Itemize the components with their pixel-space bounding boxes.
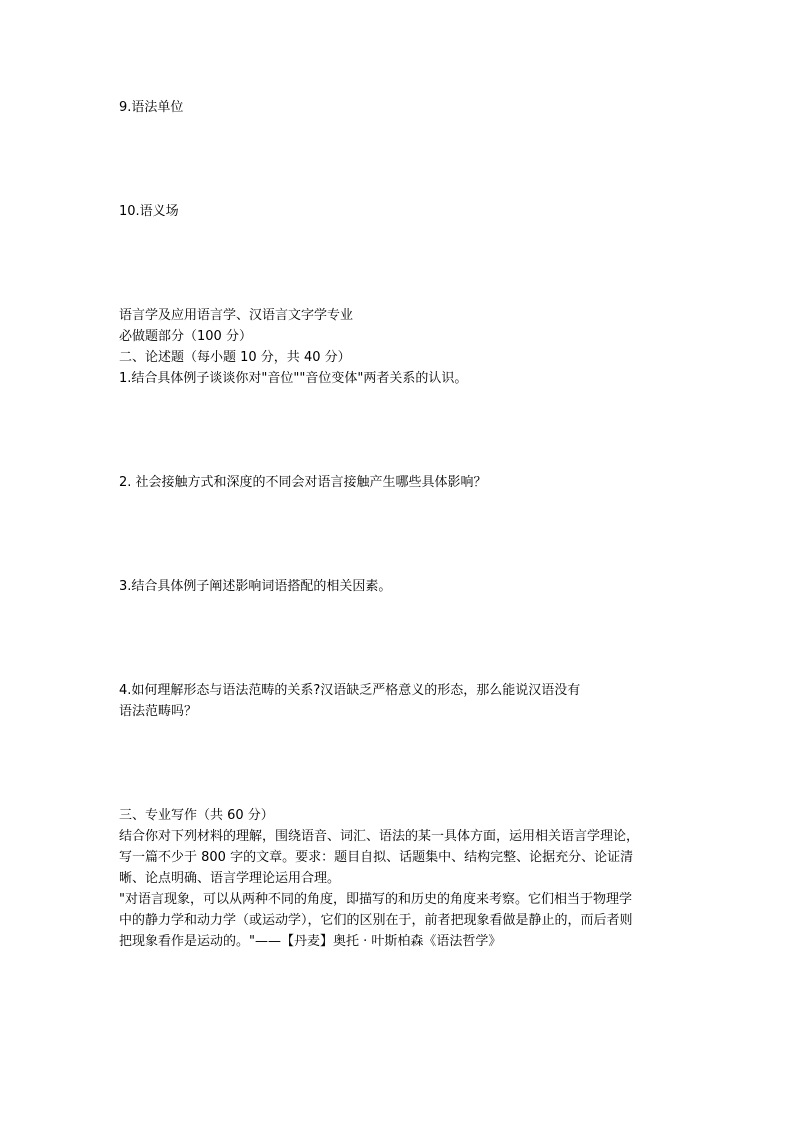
required-part-heading: 必做题部分（100 分） [119,329,252,344]
part3-title: 三、专业写作（共 60 分） [119,808,274,823]
part3-line-3: 晰、论点明确、语言学理论运用合理。 [119,871,341,886]
question-9: 9.语法单位 [119,100,184,115]
essay-question-4-cont: 语法范畴吗？ [119,704,198,719]
part3-quote-line-2: 中的静力学和动力学（或运动学），它们的区别在于，前者把现象看做是静止的，而后者则 [119,913,633,928]
essay-question-1: 1.结合具体例子谈谈你对"音位""音位变体"两者关系的认识。 [119,371,468,386]
part3-line-2: 写一篇不少于 800 字的文章。要求：题目自拟、话题集中、结构完整、论据充分、论证清 [119,850,634,865]
essay-question-4: 4.如何理解形态与语法范畴的关系?汉语缺乏严格意义的形态，那么能说汉语没有 [119,683,581,698]
part2-title: 二、论述题（每小题 10 分，共 40 分） [119,350,351,365]
major-heading: 语言学及应用语言学、汉语言文字学专业 [119,308,354,323]
essay-question-3: 3.结合具体例子阐述影响词语搭配的相关因素。 [119,579,392,594]
part3-line-1: 结合你对下列材料的理解，围绕语音、词汇、语法的某一具体方面，运用相关语言学理论， [119,829,640,844]
part3-quote-line-3: 把现象看作是运动的。"——【丹麦】奥托 · 叶斯柏森《语法哲学》 [119,934,502,949]
question-10: 10.语义场 [119,204,179,219]
part3-quote-line-1: "对语言现象，可以从两种不同的角度，即描写的和历史的角度来考察。它们相当于物理学 [119,892,632,907]
essay-question-2: 2. 社会接触方式和深度的不同会对语言接触产生哪些具体影响？ [119,475,487,490]
